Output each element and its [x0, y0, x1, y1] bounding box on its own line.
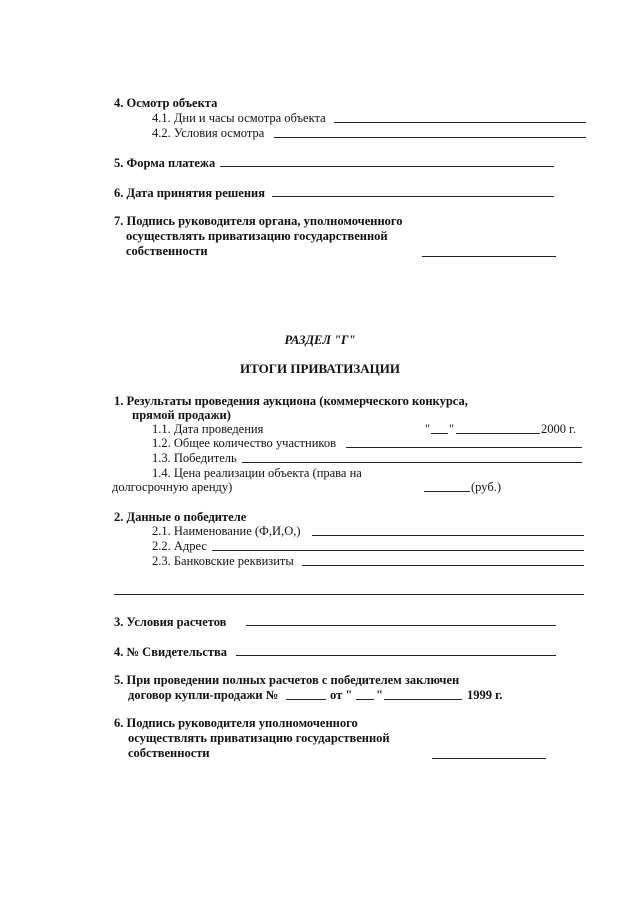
date-day-field[interactable]	[431, 433, 448, 434]
payment-form-field[interactable]	[220, 166, 554, 167]
results-1-line-2: прямой продажи)	[132, 408, 231, 422]
results-6-line-3: собственности	[128, 746, 210, 760]
section-heading: РАЗДЕЛ "Г"	[284, 333, 356, 347]
signature-field-1[interactable]	[422, 256, 556, 257]
item-1-4-label-cont: долгосрочную аренду)	[112, 480, 233, 494]
contract-number-field[interactable]	[286, 699, 326, 700]
results-6-line-2: осуществлять приватизацию государственной	[128, 731, 390, 745]
bank-details-field[interactable]	[302, 565, 584, 566]
scan-mark	[46, 632, 52, 638]
results-3-title: 3. Условия расчетов	[114, 615, 227, 629]
contract-day-field[interactable]	[356, 699, 374, 700]
section-7-line-1: 7. Подпись руководителя органа, уполномоченного	[114, 214, 403, 228]
participants-count-field[interactable]	[346, 447, 582, 448]
extra-line-field[interactable]	[114, 594, 584, 595]
date-month-field[interactable]	[456, 433, 540, 434]
item-4-2-label: 4.2. Условия осмотра	[152, 126, 265, 140]
contract-year: 1999 г.	[467, 688, 503, 702]
price-unit: (руб.)	[471, 480, 501, 494]
scan-mark	[50, 70, 56, 76]
price-field[interactable]	[424, 491, 470, 492]
item-1-2-label: 1.2. Общее количество участников	[152, 436, 336, 450]
item-1-1-label: 1.1. Дата проведения	[152, 422, 264, 436]
item-2-1-label: 2.1. Наименование (Ф,И,О,)	[152, 524, 301, 538]
contract-quote-close: "	[376, 688, 383, 702]
scan-mark	[40, 264, 46, 270]
section-7-line-3: собственности	[126, 244, 208, 258]
item-1-3-label: 1.3. Победитель	[152, 451, 237, 465]
item-4-1-label: 4.1. Дни и часы осмотра объекта	[152, 111, 326, 125]
date-year: 2000 г.	[541, 422, 576, 436]
section-6-title: 6. Дата принятия решения	[114, 186, 266, 200]
section-5-title: 5. Форма платежа	[114, 156, 216, 170]
section-title: ИТОГИ ПРИВАТИЗАЦИИ	[240, 361, 400, 376]
results-4-title: 4. № Свидетельства	[114, 645, 228, 659]
item-4-2-field[interactable]	[274, 137, 586, 138]
date-quote-open: "	[425, 422, 431, 436]
decision-date-field[interactable]	[272, 196, 554, 197]
contract-from-label: от "	[330, 688, 353, 702]
certificate-number-field[interactable]	[236, 655, 556, 656]
item-1-4-label: 1.4. Цена реализации объекта (права на	[152, 466, 362, 480]
results-6-line-1: 6. Подпись руководителя уполномоченного	[114, 716, 358, 730]
signature-field-2[interactable]	[432, 758, 546, 759]
results-5-line-1: 5. При проведении полных расчетов с победителем заключен	[114, 673, 460, 687]
address-field[interactable]	[212, 550, 584, 551]
winner-name-field[interactable]	[312, 535, 584, 536]
winner-field[interactable]	[242, 462, 582, 463]
contract-month-field[interactable]	[384, 699, 462, 700]
item-2-2-label: 2.2. Адрес	[152, 539, 207, 553]
section-4-title: 4. Осмотр объекта	[114, 96, 218, 110]
item-2-3-label: 2.3. Банковские реквизиты	[152, 554, 294, 568]
results-1-line-1: 1. Результаты проведения аукциона (коммерческого конкурса,	[114, 394, 468, 408]
scan-mark	[44, 812, 50, 818]
item-4-1-field[interactable]	[334, 122, 586, 123]
settlement-terms-field[interactable]	[246, 625, 556, 626]
section-7-line-2: осуществлять приватизацию государственной	[126, 229, 388, 243]
scan-mark	[48, 458, 54, 464]
results-2-title: 2. Данные о победителе	[114, 510, 247, 524]
date-quote-close: "	[449, 422, 455, 436]
contract-label: договор купли-продажи №	[128, 688, 279, 702]
